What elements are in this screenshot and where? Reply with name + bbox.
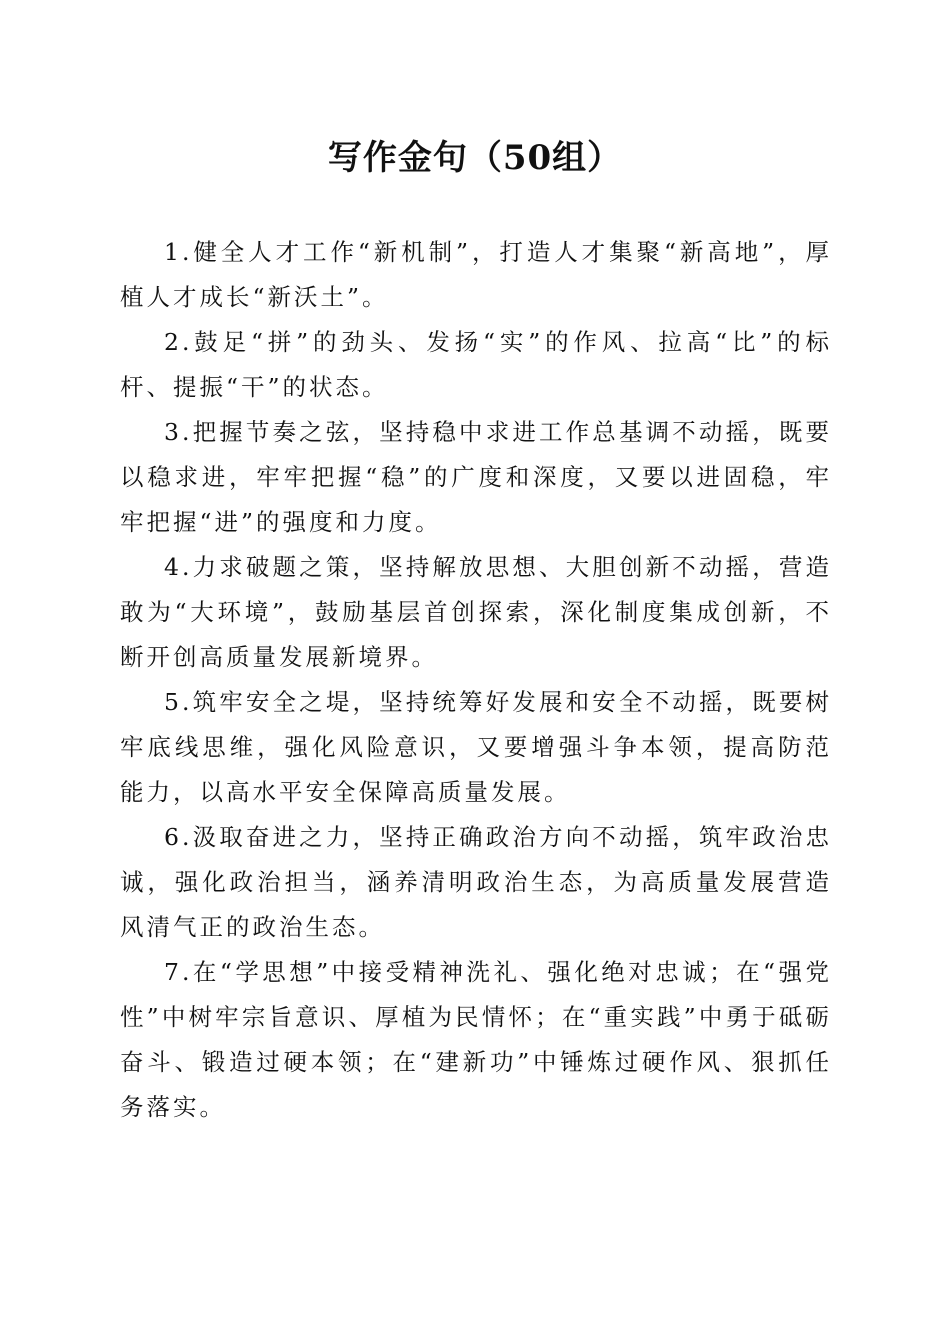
paragraph-1: 1.健全人才工作“新机制”，打造人才集聚“新高地”，厚植人才成长“新沃土”。 xyxy=(120,238,832,311)
document-body xyxy=(120,230,832,1130)
paragraph-2: 2.鼓足“拼”的劲头、发扬“实”的作风、拉高“比”的标杆、提振“干”的状态。 xyxy=(120,328,832,401)
paragraph-7: 7.在“学思想”中接受精神洗礼、强化绝对忠诚；在“强党性”中树牢宗旨意识、厚植为民情怀；在“重实践”中勇于砥砺奋斗、锻造过硬本领；在“建新功”中锤炼过硬作风、狠抓任务落实。 xyxy=(120,958,832,1121)
document-title: 写作金句（50组） xyxy=(327,138,623,178)
paragraph-6: 6.汲取奋进之力，坚持正确政治方向不动摇，筑牢政治忠诚，强化政治担当，涵养清明政治生态，为高质量发展营造风清气正的政治生态。 xyxy=(120,823,832,941)
paragraph-5: 5.筑牢安全之堤，坚持统筹好发展和安全不动摇，既要树牢底线思维，强化风险意识，又要增强斗争本领，提高防范能力，以高水平安全保障高质量发展。 xyxy=(120,688,832,806)
paragraph-3: 3.把握节奏之弦，坚持稳中求进工作总基调不动摇，既要以稳求进，牢牢把握“稳”的广度和深度，又要以进固稳，牢牢把握“进”的强度和力度。 xyxy=(120,418,832,536)
paragraph-4: 4.力求破题之策，坚持解放思想、大胆创新不动摇，营造敢为“大环境”，鼓励基层首创探索，深化制度集成创新，不断开创高质量发展新境界。 xyxy=(120,553,832,671)
